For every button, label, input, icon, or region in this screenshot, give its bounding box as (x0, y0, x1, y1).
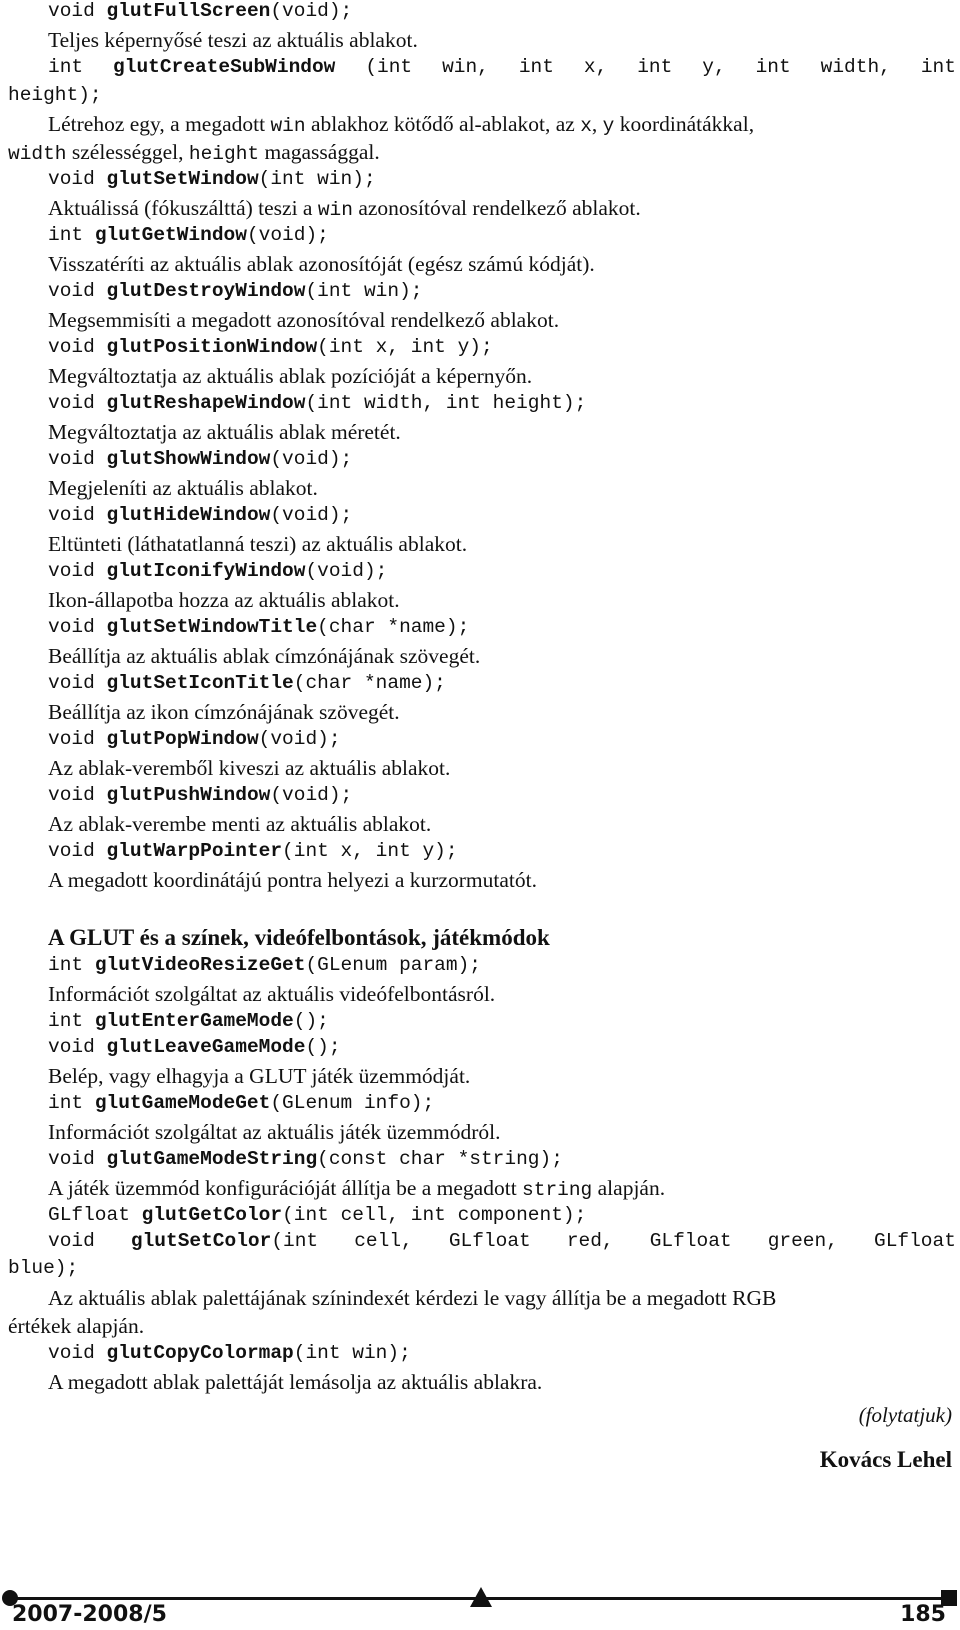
description: Beállítja az ikon címzónájának szövegét. (48, 700, 400, 724)
code-line: void glutShowWindow(void); (48, 448, 353, 470)
description: A megadott ablak palettáját lemásolja az aktuális ablakra. (48, 1370, 543, 1394)
code-line: void glutLeaveGameMode(); (48, 1036, 341, 1058)
code-line: void glutHideWindow(void); (48, 504, 353, 526)
code-line: void glutSetWindowTitle(char *name); (48, 616, 470, 638)
code-line: void glutIconifyWindow(void); (48, 560, 388, 582)
footer-triangle-ornament (470, 1587, 492, 1607)
description: Az ablak-veremből kiveszi az aktuális ablakot. (48, 756, 451, 780)
function-name: glutCreateSubWindow (113, 56, 336, 78)
code-line: int glutVideoResizeGet(GLenum param); (48, 954, 481, 976)
function-name: glutSetColor (130, 1230, 272, 1252)
section-heading: A GLUT és a színek, videófelbontások, játékmódok (48, 925, 550, 950)
function-name: glutSetWindowTitle (106, 616, 318, 638)
description: Aktuálissá (fókuszálttá) teszi a win azonosítóval rendelkező ablakot. (48, 196, 641, 221)
code-line: void glutSetIconTitle(char *name); (48, 672, 446, 694)
description: Információt szolgáltat az aktuális videófelbontásról. (48, 982, 496, 1006)
continued-note: (folytatjuk) (858, 1403, 952, 1427)
author-name: Kovács Lehel (819, 1447, 952, 1472)
function-name: glutGameModeString (106, 1148, 318, 1170)
description: Megsemmisíti a megadott azonosítóval rendelkező ablakot. (48, 308, 560, 332)
function-name: glutLeaveGameMode (106, 1036, 306, 1058)
function-name: glutFullScreen (106, 0, 271, 22)
function-name: glutPositionWindow (106, 336, 318, 358)
code-line: int glutCreateSubWindow (int win, int x, int y, int width, int (48, 56, 956, 78)
description: Létrehoz egy, a megadott win ablakhoz kötődő al-ablakot, az x, y koordinátákkal, (48, 112, 755, 137)
code-line-continued: height); (8, 84, 102, 106)
description: Megváltoztatja az aktuális ablak pozícióját a képernyőn. (48, 364, 533, 388)
code-line: void glutCopyColormap(int win); (48, 1342, 411, 1364)
code-line: void glutDestroyWindow(int win); (48, 280, 423, 302)
code-line: void glutWarpPointer(int x, int y); (48, 840, 458, 862)
function-name: glutGetWindow (94, 224, 247, 246)
function-name: glutCopyColormap (106, 1342, 294, 1364)
code-line: void glutSetWindow(int win); (48, 168, 376, 190)
description: Teljes képernyősé teszi az aktuális ablakot. (48, 28, 418, 52)
function-name: glutHideWindow (106, 504, 271, 526)
description: Az ablak-verembe menti az aktuális ablakot. (48, 812, 432, 836)
code-line: int glutGetWindow(void); (48, 224, 329, 246)
code-line: void glutPopWindow(void); (48, 728, 341, 750)
description: Megjeleníti az aktuális ablakot. (48, 476, 318, 500)
function-name: glutGetColor (141, 1204, 283, 1226)
code-line: GLfloat glutGetColor(int cell, int component); (48, 1204, 587, 1226)
description: Az aktuális ablak palettájának színindexét kérdezi le vagy állítja be a megadott RGB (48, 1286, 777, 1310)
code-line: void glutSetColor(int cell, GLfloat red, GLfloat green, GLfloat (48, 1230, 956, 1252)
code-line: void glutGameModeString(const char *string); (48, 1148, 563, 1170)
description: A játék üzemmód konfigurációját állítja be a megadott string alapján. (48, 1176, 666, 1201)
code-line: int glutEnterGameMode(); (48, 1010, 329, 1032)
function-name: glutPushWindow (106, 784, 271, 806)
function-name: glutSetWindow (106, 168, 259, 190)
function-name: glutGameModeGet (94, 1092, 271, 1114)
code-line: void glutPositionWindow(int x, int y); (48, 336, 493, 358)
function-name: glutSetIconTitle (106, 672, 294, 694)
function-name: glutWarpPointer (106, 840, 283, 862)
description: Ikon-állapotba hozza az aktuális ablakot. (48, 588, 400, 612)
description: Információt szolgáltat az aktuális játék üzemmódról. (48, 1120, 501, 1144)
description: Eltünteti (láthatatlanná teszi) az aktuális ablakot. (48, 532, 468, 556)
function-name: glutReshapeWindow (106, 392, 306, 414)
function-name: glutPopWindow (106, 728, 259, 750)
description: A megadott koordinátájú pontra helyezi a kurzormutatót. (48, 868, 537, 892)
description: Beállítja az aktuális ablak címzónájának szövegét. (48, 644, 481, 668)
code-line: void glutReshapeWindow(int width, int height); (48, 392, 587, 414)
description: Megváltoztatja az aktuális ablak méretét. (48, 420, 401, 444)
description: Belép, vagy elhagyja a GLUT játék üzemmódját. (48, 1064, 471, 1088)
code-line: int glutGameModeGet(GLenum info); (48, 1092, 435, 1114)
function-name: glutDestroyWindow (106, 280, 306, 302)
function-name: glutEnterGameMode (94, 1010, 294, 1032)
description-continued: értékek alapján. (8, 1314, 145, 1338)
code-line: void glutPushWindow(void); (48, 784, 353, 806)
issue-number: 2007-2008/5 (12, 1602, 167, 1627)
code-line: void glutFullScreen(void); (48, 0, 353, 22)
code-line-continued: blue); (8, 1257, 79, 1279)
function-name: glutVideoResizeGet (94, 954, 306, 976)
description-continued: width szélességgel, height magassággal. (8, 140, 380, 165)
description: Visszatéríti az aktuális ablak azonosítóját (egész számú kódját). (48, 252, 595, 276)
function-name: glutShowWindow (106, 448, 271, 470)
function-name: glutIconifyWindow (106, 560, 306, 582)
page-number: 185 (900, 1602, 946, 1627)
